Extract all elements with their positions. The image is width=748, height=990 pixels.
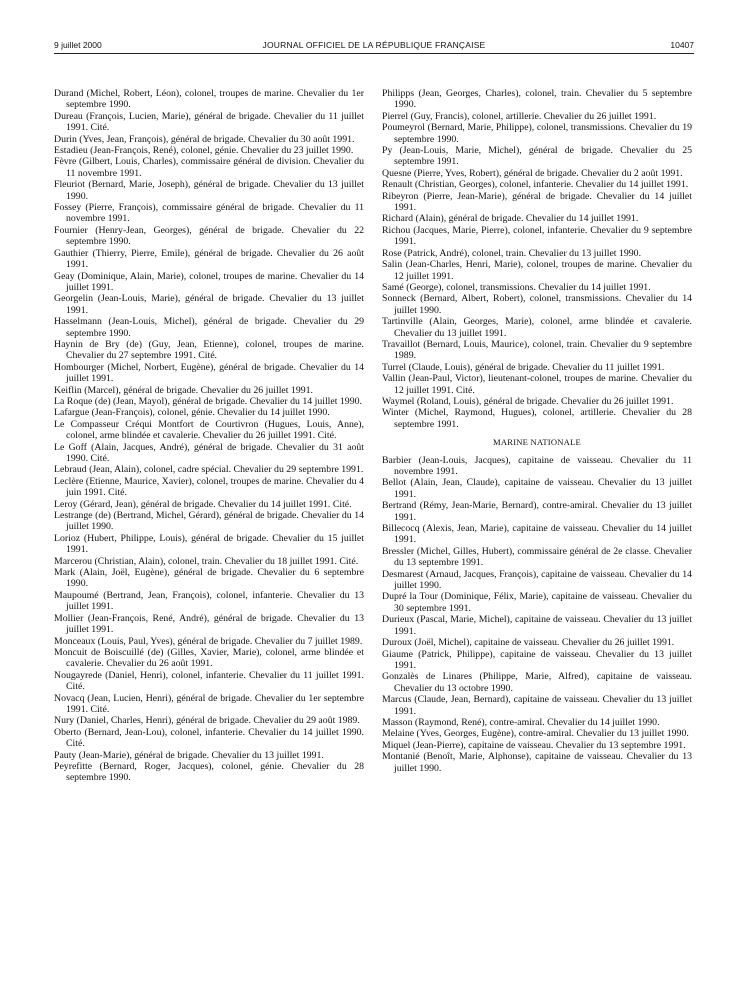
decoration-entry: Keiflin (Marcel), général de brigade. Chevalier du 26 juillet 1991. (54, 384, 313, 396)
decoration-entry: Masson (Raymond, René), contre-amiral. Chevalier du 14 juillet 1990. (382, 716, 660, 728)
decoration-entry: Lestrange (de) (Bertrand, Michel, Gérard), général de brigade. Chevalier du 14 juillet 1990. (54, 510, 364, 533)
decoration-entry: Dupré la Tour (Dominique, Félix, Marie), capitaine de vaisseau. Chevalier du 30 septembre 1991. (382, 591, 692, 614)
decoration-entry: Nury (Daniel, Charles, Henri), général de brigade. Chevalier du 29 août 1989. (54, 715, 360, 727)
decoration-entry: Duroux (Joël, Michel), capitaine de vaisseau. Chevalier du 26 juillet 1991. (382, 637, 675, 649)
decoration-entry: Pierrel (Guy, Francis), colonel, artillerie. Chevalier du 26 juillet 1991. (382, 110, 657, 122)
decoration-entry: Haynin de Bry (de) (Guy, Jean, Etienne), colonel, troupes de marine. Chevalier du 27 septembre 1991. Cité. (54, 338, 364, 362)
decoration-entry: Richou (Jacques, Marie, Pierre), colonel, infanterie. Chevalier du 9 septembre 1991. (382, 224, 692, 248)
decoration-entry: La Roque (de) (Jean, Mayol), général de brigade. Chevalier du 14 juillet 1990. (54, 395, 362, 407)
decoration-entry: Pauty (Jean-Marie), général de brigade. Chevalier du 13 juillet 1991. (54, 749, 324, 761)
decoration-entry: Miquel (Jean-Pierre), capitaine de vaisseau. Chevalier du 13 septembre 1991. (382, 739, 686, 751)
header-page-number: 10407 (670, 40, 694, 50)
decoration-entry: Barbier (Jean-Louis, Jacques), capitaine de vaisseau. Chevalier du 11 novembre 1991. (382, 454, 692, 477)
decoration-entry: Philipps (Jean, Georges, Charles), colonel, train. Chevalier du 5 septembre 1990. (382, 88, 692, 111)
decoration-entry: Montanié (Benoît, Marie, Alphonse), capitaine de vaisseau. Chevalier du 13 juillet 1990. (382, 751, 692, 774)
decoration-entry: Novacq (Jean, Lucien, Henri), général de brigade. Chevalier du 1er septembre 1991. Cité. (54, 692, 364, 715)
decoration-entry: Desmarest (Arnaud, Jacques, François), capitaine de vaisseau. Chevalier du 14 juillet 1990. (382, 568, 692, 592)
decoration-entry: Estadieu (Jean-François, René), colonel, génie. Chevalier du 23 juillet 1990. (54, 145, 354, 157)
decoration-entry: Leclère (Etienne, Maurice, Xavier), colonel, troupes de marine. Chevalier du 4 juin 1991. Cité. (54, 475, 364, 499)
decoration-entry: Moncuit de Boiscuillé (de) (Gilles, Xavier, Marie), colonel, arme blindée et cavalerie. Chevalier du 26 août 1991. (54, 646, 364, 670)
decoration-entry: Lafargue (Jean-François), colonel, génie. Chevalier du 14 juillet 1990. (54, 407, 330, 419)
decoration-entry: Fèvre (Gilbert, Louis, Charles), commissaire général de division. Chevalier du 11 novembre 1991. (54, 156, 364, 179)
decoration-entry: Richard (Alain), général de brigade. Chevalier du 14 juillet 1991. (382, 213, 639, 225)
decoration-entry: Bressler (Michel, Gilles, Hubert), commissaire général de 2e classe. Chevalier du 13 septembre 1991. (382, 545, 692, 569)
decoration-entry: Geay (Dominique, Alain, Marie), colonel, troupes de marine. Chevalier du 14 juillet 1991. (54, 270, 364, 293)
section-title: MARINE NATIONALE (493, 437, 581, 448)
decoration-entry: Marcerou (Christian, Alain), colonel, train. Chevalier du 18 juillet 1991. Cité. (54, 555, 359, 567)
right-column-top-list (382, 88, 692, 430)
decoration-entry: Hombourger (Michel, Norbert, Eugène), général de brigade. Chevalier du 14 juillet 1991. (54, 361, 364, 385)
left-column (54, 88, 364, 784)
decoration-entry: Bellot (Alain, Jean, Claude), capitaine de vaisseau. Chevalier du 13 juillet 1991. (382, 477, 692, 500)
decoration-entry: Gauthier (Thierry, Pierre, Emile), général de brigade. Chevalier du 26 août 1991. (54, 247, 364, 271)
decoration-entry: Le Compasseur Créqui Montfort de Courtivron (Hugues, Louis, Anne), colonel, arme blindée et cavalerie. Chevalier du 26 juillet 1991. Cité. (54, 418, 364, 442)
decoration-entry: Fleuriot (Bernard, Marie, Joseph), général de brigade. Chevalier du 13 juillet 1990. (54, 179, 364, 202)
decoration-entry: Monceaux (Louis, Paul, Yves), général de brigade. Chevalier du 7 juillet 1989. (54, 635, 363, 647)
decoration-entry: Giaume (Patrick, Philippe), capitaine de vaisseau. Chevalier du 13 juillet 1991. (382, 648, 692, 671)
decoration-entry: Gonzalès de Linares (Philippe, Marie, Alfred), capitaine de vaisseau. Chevalier du 13 octobre 1990. (382, 671, 692, 694)
decoration-entry: Py (Jean-Louis, Marie, Michel), général de brigade. Chevalier du 25 septembre 1991. (382, 145, 692, 168)
decoration-entry: Georgelin (Jean-Louis, Marie), général de brigade. Chevalier du 13 juillet 1991. (54, 293, 364, 316)
decoration-entry: Hasselmann (Jean-Louis, Michel), général de brigade. Chevalier du 29 septembre 1990. (54, 316, 364, 339)
decoration-entry: Tartinville (Alain, Georges, Marie), colonel, arme blindée et cavalerie. Chevalier du 13 juillet 1991. (382, 316, 692, 339)
decoration-entry: Marcus (Claude, Jean, Bernard), capitaine de vaisseau. Chevalier du 13 juillet 1991. (382, 694, 692, 717)
header-rule (54, 53, 694, 54)
decoration-entry: Vallin (Jean-Paul, Victor), lieutenant-colonel, troupes de marine. Chevalier du 12 juillet 1991. Cité. (382, 373, 692, 396)
decoration-entry: Ribeyron (Pierre, Jean-Marie), général de brigade. Chevalier du 14 juillet 1991. (382, 190, 692, 214)
decoration-entry: Mollier (Jean-François, René, André), général de brigade. Chevalier du 13 juillet 1991. (54, 612, 364, 636)
decoration-entry: Dureau (François, Lucien, Marie), général de brigade. Chevalier du 11 juillet 1991. Cité. (54, 110, 364, 134)
decoration-entry: Samé (George), colonel, transmissions. Chevalier du 14 juillet 1991. (382, 281, 651, 293)
decoration-entry: Mark (Alain, Joël, Eugène), général de brigade. Chevalier du 6 septembre 1990. (54, 567, 364, 590)
decoration-entry: Quesne (Pierre, Yves, Robert), général de brigade. Chevalier du 2 août 1991. (382, 167, 683, 179)
decoration-entry: Peyrefitte (Bernard, Roger, Jacques), colonel, génie. Chevalier du 28 septembre 1990. (54, 760, 364, 784)
decoration-entry: Winter (Michel, Raymond, Hugues), colonel, artillerie. Chevalier du 28 septembre 1991. (382, 407, 692, 430)
right-column-bottom-list (382, 455, 692, 774)
decoration-entry: Poumeyrol (Bernard, Marie, Philippe), colonel, transmissions. Chevalier du 19 septembre 1990. (382, 122, 692, 145)
decoration-entry: Billecocq (Alexis, Jean, Marie), capitaine de vaisseau. Chevalier du 14 juillet 1991. (382, 523, 692, 546)
decoration-entry: Leroy (Gérard, Jean), général de brigade. Chevalier du 14 juillet 1991. Cité. (54, 498, 352, 510)
decoration-entry: Maupoumé (Bertrand, Jean, François), colonel, infanterie. Chevalier du 13 juillet 1991. (54, 589, 364, 613)
decoration-entry: Melaine (Yves, Georges, Eugène), contre-amiral. Chevalier du 13 juillet 1990. (382, 728, 689, 740)
decoration-entry: Waymel (Roland, Louis), général de brigade. Chevalier du 26 juillet 1991. (382, 395, 674, 407)
header-date: 9 juillet 2000 (54, 40, 102, 50)
decoration-entry: Oberto (Bernard, Jean-Lou), colonel, infanterie. Chevalier du 14 juillet 1990. Cité. (54, 726, 364, 750)
decoration-entry: Fournier (Henry-Jean, Georges), général de brigade. Chevalier du 22 septembre 1990. (54, 224, 364, 248)
decoration-entry: Le Goff (Alain, Jacques, André), général de brigade. Chevalier du 31 août 1990. Cité. (54, 441, 364, 464)
header-title: JOURNAL OFFICIEL DE LA RÉPUBLIQUE FRANÇAISE (262, 40, 486, 50)
right-column (382, 88, 692, 774)
decoration-entry: Travaillot (Bernard, Louis, Maurice), colonel, train. Chevalier du 9 septembre 1989. (382, 338, 692, 362)
page-header (54, 40, 694, 54)
decoration-entry: Renault (Christian, Georges), colonel, infanterie. Chevalier du 14 juillet 1991. (382, 179, 689, 191)
decoration-entry: Nougayrede (Daniel, Henri), colonel, infanterie. Chevalier du 11 juillet 1991. Cité. (54, 669, 364, 693)
decoration-entry: Turrel (Claude, Louis), général de brigade. Chevalier du 11 juillet 1991. (382, 361, 665, 373)
decoration-entry: Durin (Yves, Jean, François), général de brigade. Chevalier du 30 août 1991. (54, 133, 355, 145)
decoration-entry: Rose (Patrick, André), colonel, train. Chevalier du 13 juillet 1990. (382, 247, 642, 259)
decoration-entry: Sonneck (Bernard, Albert, Robert), colonel, transmissions. Chevalier du 14 juillet 1990. (382, 293, 692, 316)
decoration-entry: Lebraud (Jean, Alain), colonel, cadre spécial. Chevalier du 29 septembre 1991. (54, 464, 364, 476)
decoration-entry: Salin (Jean-Charles, Henri, Marie), colonel, troupes de marine. Chevalier du 12 juillet 1991. (382, 259, 692, 282)
decoration-entry: Durieux (Pascal, Marie, Michel), capitaine de vaisseau. Chevalier du 13 juillet 1991. (382, 614, 692, 637)
decoration-entry: Bertrand (Rémy, Jean-Marie, Bernard), contre-amiral. Chevalier du 13 juillet 1991. (382, 500, 692, 523)
decoration-entry: Durand (Michel, Robert, Léon), colonel, troupes de marine. Chevalier du 1er septembre 1990. (54, 88, 364, 111)
decoration-entry: Lorioz (Hubert, Philippe, Louis), général de brigade. Chevalier du 15 juillet 1991. (54, 532, 364, 556)
decoration-entry: Fossey (Pierre, François), commissaire général de brigade. Chevalier du 11 novembre 1991. (54, 202, 364, 225)
